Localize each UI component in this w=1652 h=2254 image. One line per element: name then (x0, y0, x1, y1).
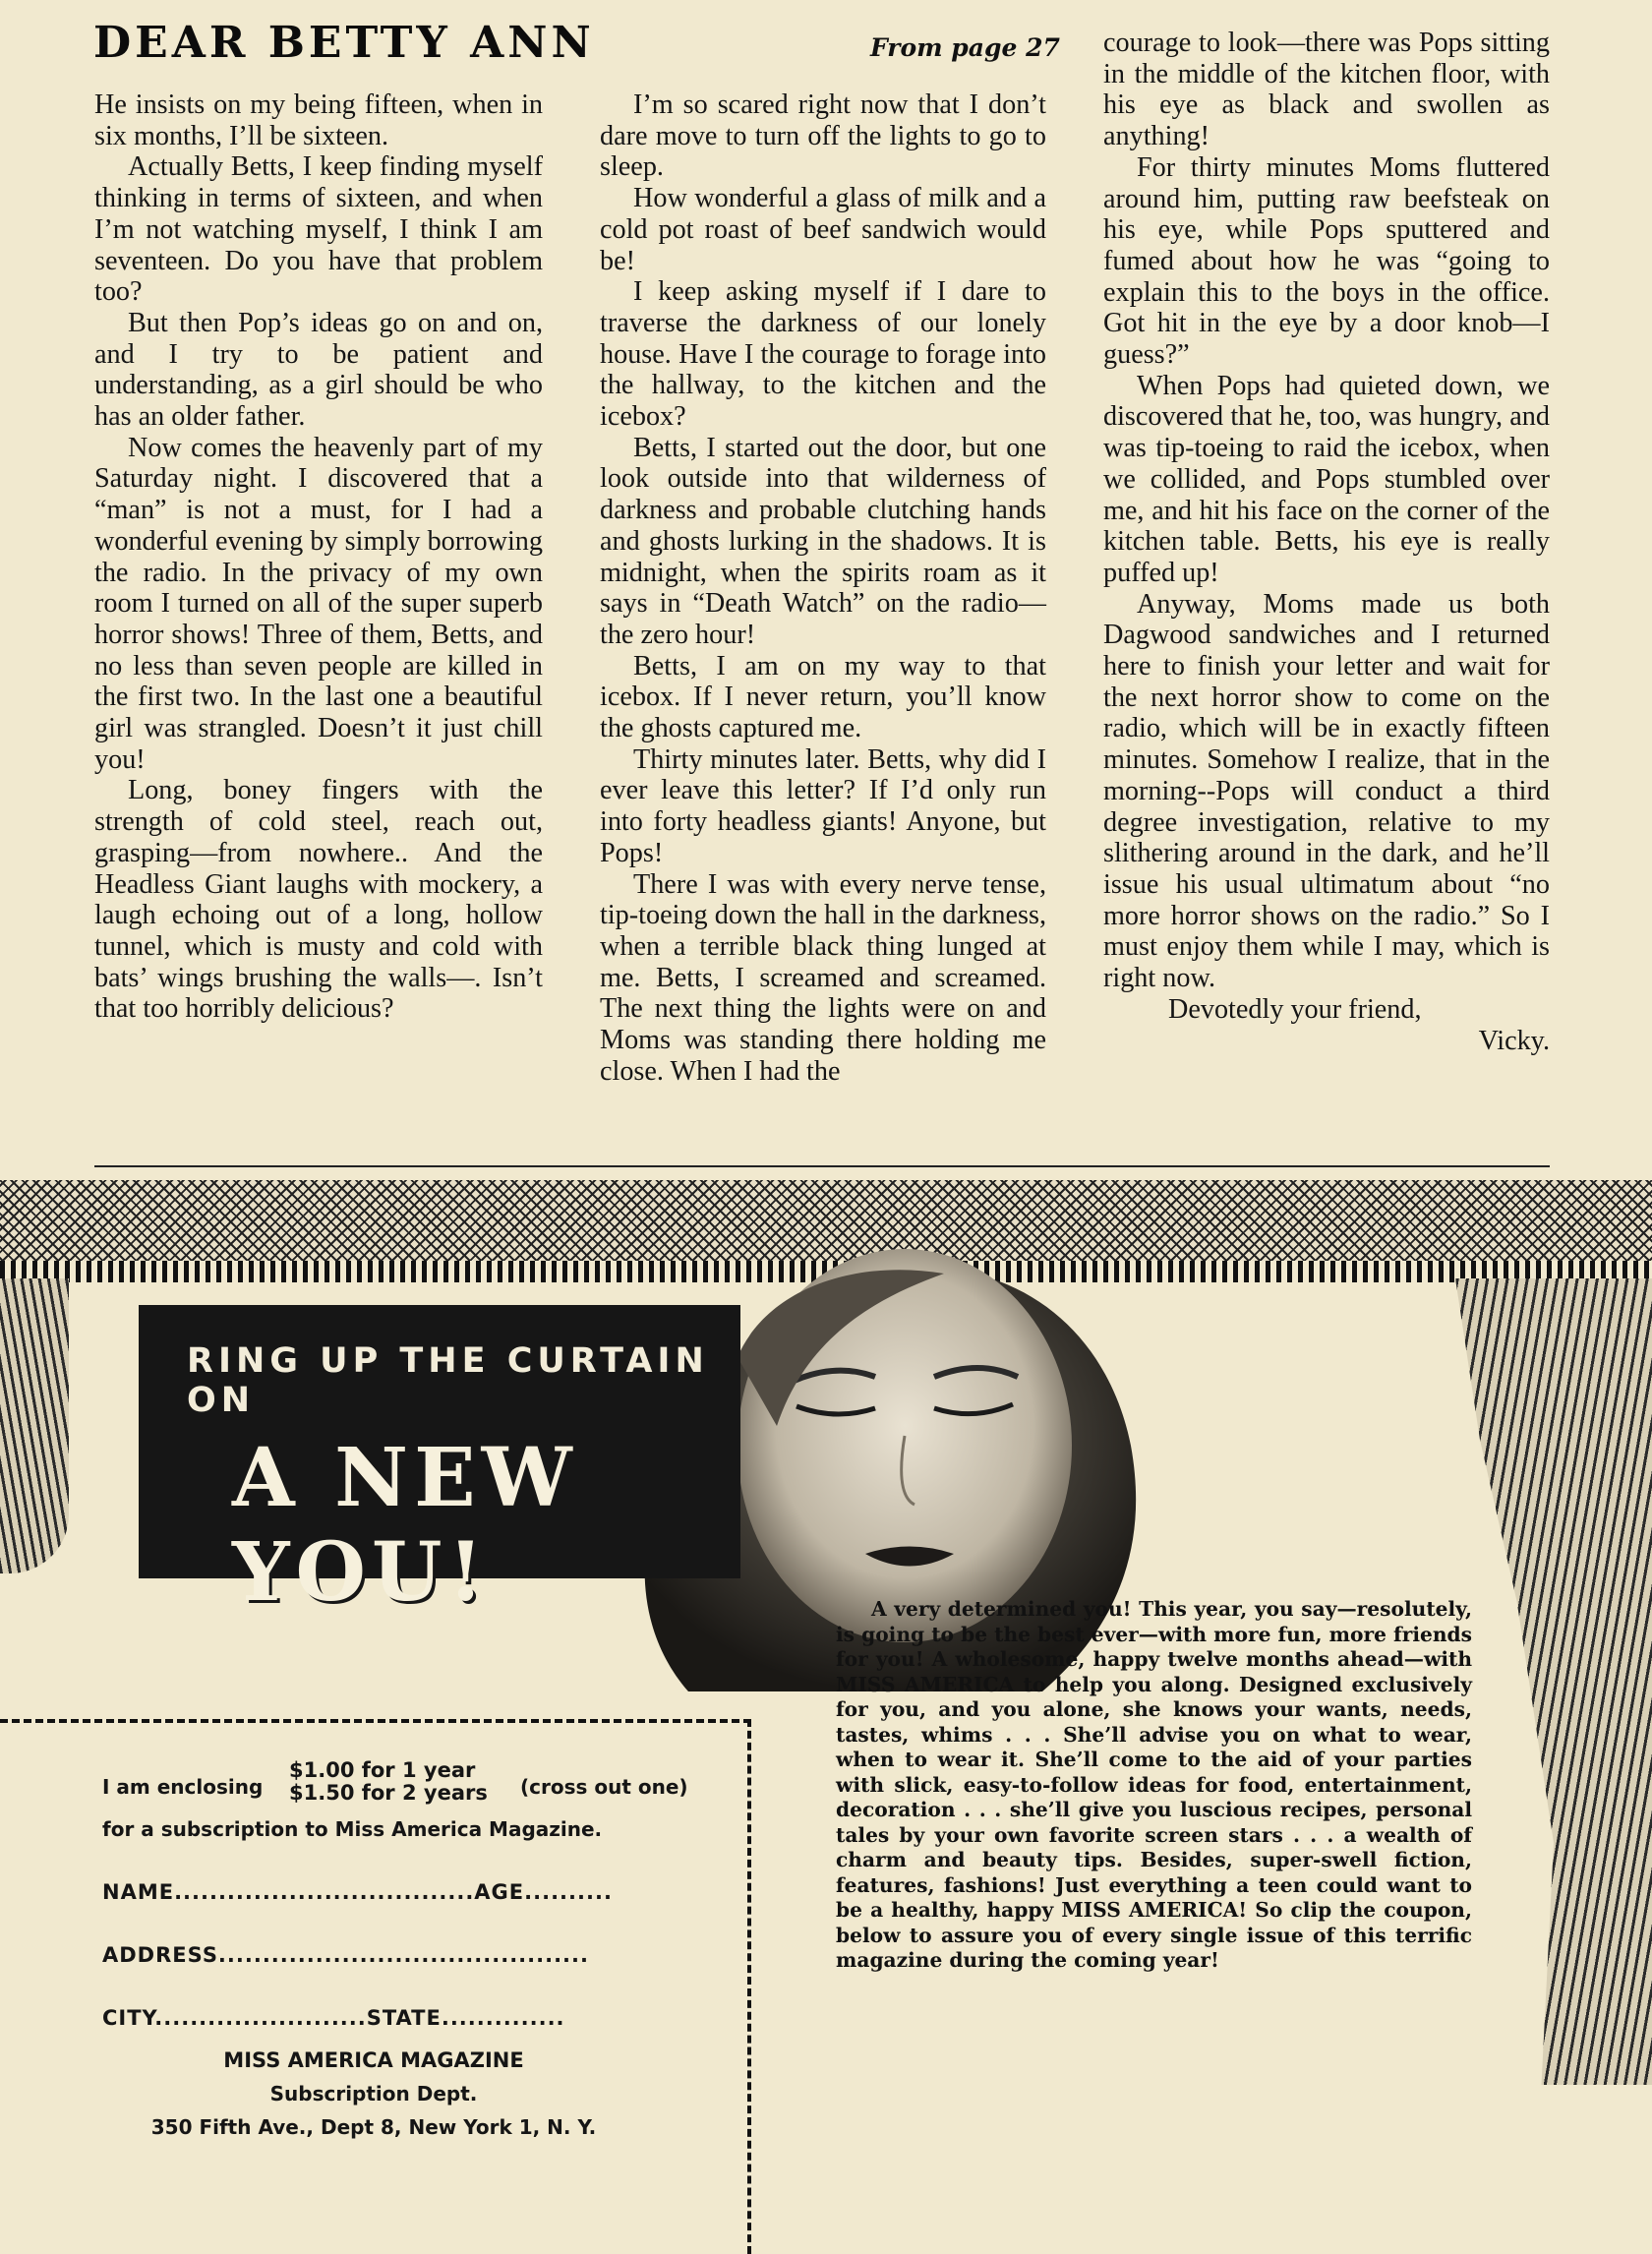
paragraph: But then Pop’s ideas go on and on, and I try to be patient and understanding, as a girl should be who has an older father. (94, 307, 543, 433)
paragraph: Thirty minutes later. Betts, why did I ever leave this letter? If I’d only run into forty headless giants! Anyone, but Pops! (600, 743, 1046, 868)
mail-to-address: 350 Fifth Ave., Dept 8, New York 1, N. Y. (150, 2115, 597, 2139)
paragraph: When Pops had quieted down, we discovered that he, too, was hungry, and was tip-toeing to raid the icebox, when we collided, and Pops stumbled over me, and hit his face on the corner of the kitchen table. Betts, his eye is really puffed up! (1103, 370, 1550, 588)
paragraph: He insists on my being fifteen, when in six months, I’ll be sixteen. (94, 89, 543, 151)
article-title: DEAR BETTY ANN (93, 18, 595, 68)
city-state-field[interactable]: CITY........................STATE.............. (102, 2006, 565, 2030)
ad-headline-big: A NEW YOU! (232, 1431, 578, 1620)
ad-headline-small: RING UP THE CURTAIN ON (187, 1341, 709, 1420)
paragraph: Now comes the heavenly part of my Saturday night. I discovered that a “man” is not a must, for I had a wonderful evening by simply borrowing the radio. In the privacy of my own room I turned on all of the super superb horror shows! Three of them, Betts, and no less than seven people are killed in the first two. In the last one a beautiful girl was strangled. Doesn’t it just chill you! (94, 432, 543, 775)
ad-body-copy: A very determined you! This year, you say—resolutely, is going to be the best ever—with more fun, more friends for you! A wholesome, happy twelve months ahead—with MISS AMERICA to help you along. Designed exclusively for you, and you alone, she knows your wants, needs, tastes, whims . . . She’ll advise you on what to wear, when to wear it. She’ll come to the aid of your parties with slick, easy-to-follow ideas for food, entertainment, decoration . . . she’ll give you luscious recipes, personal tales by your own favorite screen stars . . . a wealth of charm and beauty tips. Besides, super-swell fiction, features, fashions! Just everything a teen could want to be a healthy, happy MISS AMERICA! So clip the coupon, below to assure you of every single issue of this terrific magazine during the coming year! (836, 1597, 1472, 1972)
mail-to-magazine: MISS AMERICA MAGAZINE (223, 2048, 524, 2072)
paragraph: For thirty minutes Moms fluttered around him, putting raw beefsteak on his eye, while Pops sputtered and fumed about how he was “going to explain this to the boys in the office. Got hit in the eye by a door knob—I guess?” (1103, 151, 1550, 371)
coupon-enclosing-label: I am enclosing (102, 1775, 264, 1799)
article-column-2 (600, 89, 1046, 1088)
continued-from-label: From page 27 (870, 33, 1060, 62)
article-column-1 (94, 89, 543, 1025)
price-option-1-year[interactable]: $1.00 for 1 year (289, 1758, 476, 1782)
coupon-cross-out-note: (cross out one) (520, 1775, 688, 1799)
paragraph: Betts, I am on my way to that icebox. If I never return, you’ll know the ghosts captured me. (600, 650, 1046, 744)
letter-closing: Devotedly your friend, (1168, 993, 1422, 1025)
name-age-field[interactable]: NAME..................................AGE.......... (102, 1880, 613, 1904)
address-field[interactable]: ADDRESS.......................................... (102, 1943, 589, 1967)
paragraph: I keep asking myself if I dare to traverse the darkness of our lonely house. Have I the courage to forage into the hallway, to the kitchen and the icebox? (600, 276, 1046, 433)
paragraph: Betts, I started out the door, but one look outside into that wilderness of darkness and probable clutching hands and ghosts lurking in the shadows. It is midnight, when the spirits roam as it says in “Death Watch” on the radio—the zero hour! (600, 432, 1046, 650)
left-curtain-drape (0, 1278, 69, 1573)
paragraph: courage to look—there was Pops sitting in the middle of the kitchen floor, with his eye as black and swollen as anything! (1103, 28, 1550, 152)
letter-signature: Vicky. (1478, 1025, 1550, 1056)
section-divider (94, 1165, 1550, 1167)
paragraph: I’m so scared right now that I don’t dare move to turn off the lights to go to sleep. (600, 89, 1046, 183)
coupon-subscription-line: for a subscription to Miss America Magazine. (102, 1817, 603, 1841)
paragraph: Long, boney fingers with the strength of cold steel, reach out, grasping—from nowhere.. And the Headless Giant laughs with mockery, a laugh echoing out of a long, hollow tunnel, which is musty and cold with bats’ wings brushing the walls—. Isn’t that too horribly delicious? (94, 775, 543, 1025)
paragraph: Actually Betts, I keep finding myself thinking in terms of sixteen, and when I’m not watching myself, I think I am seventeen. Do you have that problem too? (94, 151, 543, 308)
mail-to-dept: Subscription Dept. (269, 2082, 478, 2106)
paragraph: There I was with every nerve tense, tip-toeing down the hall in the darkness, when a terrible black thing lunged at me. Betts, I screamed and screamed. The next thing the lights were on and Moms was standing there holding me close. When I had the (600, 868, 1046, 1087)
article-column-3 (1103, 28, 1550, 1056)
paragraph: Anyway, Moms made us both Dagwood sandwiches and I returned here to finish your letter and wait for the next horror show to come on the radio, which will be in exactly fifteen minutes. Somehow I realize, that in the morning--Pops will conduct a third degree investigation, relative to my slithering around in the dark, and he’ll issue his usual ultimatum about “no more horror shows on the radio.” So I must enjoy them while I may, which is right now. (1103, 588, 1550, 994)
coupon-price-options (289, 1759, 488, 1805)
paragraph: How wonderful a glass of milk and a cold pot roast of beef sandwich would be! (600, 183, 1046, 276)
price-option-2-years[interactable]: $1.50 for 2 years (289, 1781, 488, 1805)
